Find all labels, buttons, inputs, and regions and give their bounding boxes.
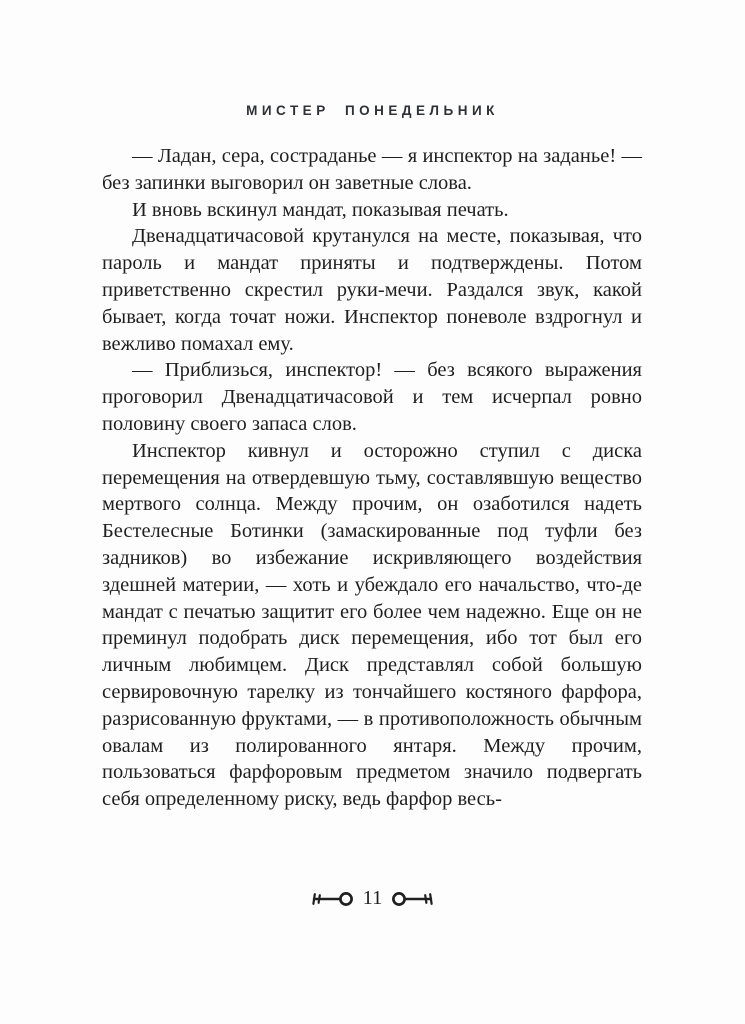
key-ornament-right-icon [391,890,435,908]
body-paragraph: — Приблизься, инспектор! — без всякого выражения проговорил Двенадцатичасовой и тем исчерпал ровно половину своего запаса слов. [102,359,642,435]
body-paragraph: И вновь вскинул мандат, показывая печать. [132,198,509,221]
key-ornament-left-icon [310,890,354,908]
page-footer [0,888,745,911]
body-paragraph: Двенадцатичасовой крутанулся на месте, показывая, что пароль и мандат приняты и подтверждены. Потом приветственно скрестил руки-мечи. Раздался звук, какой бывает, когда точат ножи. Инспектор поневоле вздрогнул и вежливо помахал ему. [102,225,642,355]
body-paragraph: Инспектор кивнул и осторожно ступил с диска перемещения на отвердевшую тьму, составлявшую вещество мертвого солнца. Между прочим, он озаботился надеть Бестелесные Ботинки (замаскированные под туфли без задников) во избежание искривляющего воздействия здешней материи, — хоть и убеждало его начальство, что-де мандат с печатью защитит его более чем надежно. Еще он не преминул подобрать диск перемещения, ибо тот был его личным любимцем. Диск представлял собой большую сервировочную тарелку из тончайшего костяного фарфора, разрисованную фруктами, — в противоположность обычным овалам из полированного янтаря. Между прочим, пользоваться фарфоровым предметом значило подвергать себя определенному риску, ведь фарфор весь- [102,439,642,811]
body-text-block [102,143,642,813]
page-number: 11 [362,887,383,909]
running-header-title: МИСТЕР ПОНЕДЕЛЬНИК [246,103,499,118]
body-paragraph: — Ладан, сера, состраданье — я инспектор на заданье! — без запинки выговорил он заветные слова. [102,145,642,194]
